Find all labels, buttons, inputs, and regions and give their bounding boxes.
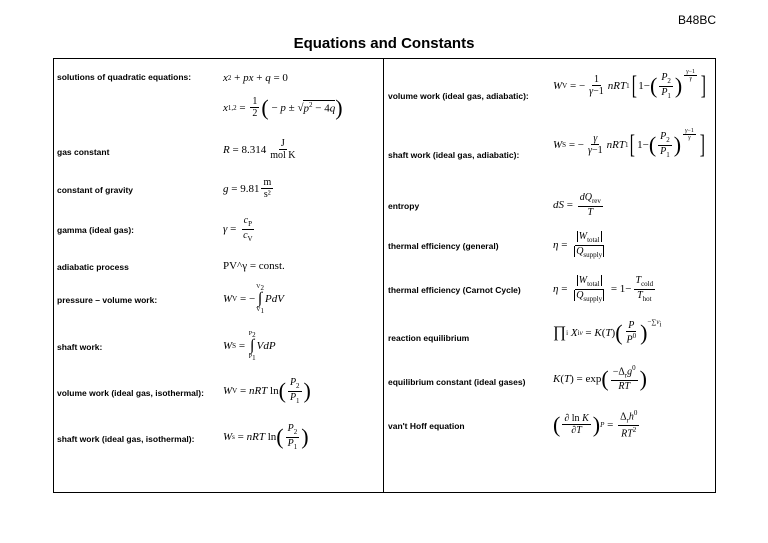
equation-quadratic: x 2 + px + q = 0	[223, 72, 288, 84]
label-reaction-equilibrium: reaction equilibrium	[388, 333, 470, 343]
equation-gravity: g = 9.81 $\frac{m}{\text{s²}}$	[223, 177, 272, 200]
label-thermal-efficiency-general: thermal efficiency (general)	[388, 241, 499, 251]
label-adiabatic: adiabatic process	[57, 262, 129, 272]
label-thermal-efficiency-carnot: thermal efficiency (Carnot Cycle)	[388, 285, 521, 295]
page-title: Equations and Constants	[293, 35, 475, 52]
label-pv-work: pressure – volume work:	[57, 295, 158, 305]
equation-vant-hoff: ( $\frac{\text{∂ ln K}}{\partial T}$ ) P = $\frac{\Delta_rh^0}{RT^2}$	[553, 409, 638, 440]
equation-quadratic-roots: x 1,2 = $\frac{1}{2}$ ( − p ± √ $p^2 - 4q$ )	[223, 94, 343, 120]
label-quadratic: solutions of quadratic equations:	[57, 72, 192, 82]
label-volume-work-iso: volume work (ideal gas, isothermal):	[57, 388, 204, 398]
label-shaft-work: shaft work:	[57, 342, 103, 352]
equation-pv-work: W V = − $V_2$ ∫ $V_1$ PdV	[223, 284, 284, 315]
equation-shaft-work: W S = $P_2$ ∫ $P_1$ VdP	[223, 331, 276, 362]
equation-equilibrium-constant: K ( T ) = exp ( $\frac{-\Delta_rg^0}{RT}$ )	[553, 364, 647, 393]
equation-gas-constant: R = 8.314 $\frac{J}{\text{mol K}}$	[223, 138, 296, 161]
equation-reaction-equilibrium: ∏ i X i ν = K ( T ) ( $\frac{P}{P^0}$ ) $^{-\sum\nu_i}$	[553, 317, 662, 346]
equation-volume-work-adiabatic: W V = − $\frac{1}{\gamma-1}$ nRT 1 [ 1− ( $\frac{P_2}{P_1}$ ) $^{\frac{\gamma-1}{\gamma}}$ ]	[553, 68, 706, 100]
label-shaft-work-iso: shaft work (ideal gas, isothermal):	[57, 434, 195, 444]
label-entropy: entropy	[388, 201, 420, 211]
equation-adiabatic: PV^γ = const.	[223, 260, 285, 272]
gravity-unit-num: m	[263, 177, 272, 188]
equation-entropy: dS = $\frac{dQ_{rev}}{T}$	[553, 192, 601, 218]
label-vant-hoff: van't Hoff equation	[388, 421, 465, 431]
label-equilibrium-constant: equilibrium constant (ideal gases)	[388, 377, 526, 387]
label-gamma: gamma (ideal gas):	[57, 225, 134, 235]
label-gravity: constant of gravity	[57, 185, 134, 195]
gravity-unit-den: s²	[263, 189, 271, 200]
document-code: B48BC	[677, 13, 716, 27]
equation-shaft-work-iso: W s = nRT ln ( $\frac{P_2}{P_1}$ )	[223, 423, 309, 451]
column-divider	[383, 58, 384, 493]
gas-constant-value: 8.314	[241, 143, 267, 156]
gravity-value: 9.81	[240, 182, 260, 195]
label-shaft-work-adiabatic: shaft work (ideal gas, adiabatic):	[388, 150, 520, 160]
equation-shaft-work-adiabatic: W S = − $\frac{\gamma}{\gamma-1}$ nRT 1 [ 1− ( $\frac{P_2}{P_1}$ ) $^{\frac{\gamma-1}{\gamma}}$ ]	[553, 127, 705, 159]
equation-thermal-efficiency-general: η = $\frac{W_{total}}{Q_{supply}}$	[553, 231, 603, 259]
equation-thermal-efficiency-carnot: η = $\frac{W_{total}}{Q_{supply}}$ = 1− $\frac{T_{cold}}{T_{hot}}$	[553, 275, 654, 303]
equation-volume-work-iso: W V = nRT ln ( $\frac{P_2}{P_1}$ )	[223, 377, 311, 405]
equation-gamma: γ = $\frac{c_P}{c_V}$	[223, 215, 253, 243]
label-volume-work-adiabatic: volume work (ideal gas, adiabatic):	[388, 91, 529, 101]
label-gas-constant: gas constant	[57, 147, 110, 157]
gas-constant-unit-num: J	[280, 138, 285, 149]
gas-constant-unit-den: mol K	[270, 150, 296, 161]
